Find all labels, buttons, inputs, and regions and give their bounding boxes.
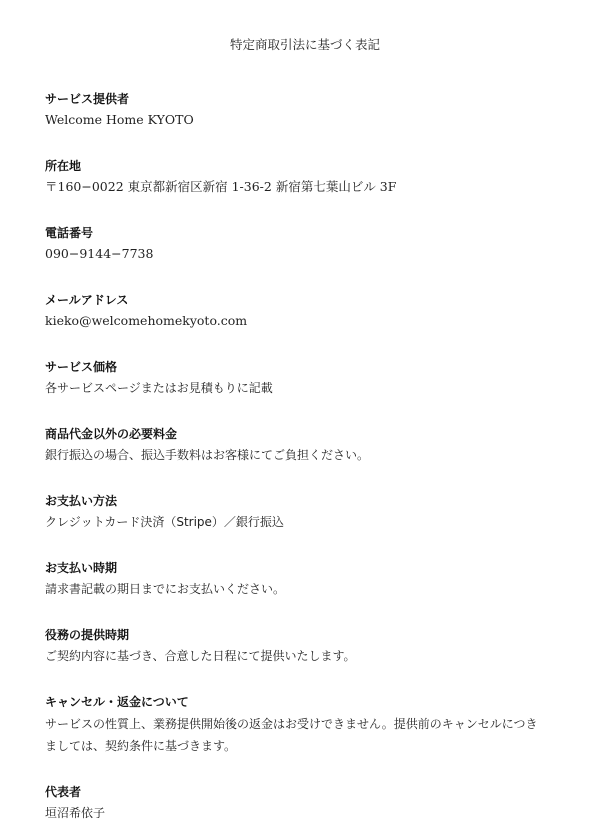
- section-value: 〒160−0022 東京都新宿区新宿 1-36-2 新宿第七葉山ビル 3F: [45, 179, 397, 194]
- section-additional-fees: [45, 425, 565, 465]
- section-value: Welcome Home KYOTO: [45, 112, 194, 127]
- section-label: 商品代金以外の必要料金: [45, 427, 178, 441]
- section-label: 代表者: [45, 785, 82, 799]
- section-value: kieko@welcomehomekyoto.com: [45, 313, 248, 328]
- section-email: [45, 291, 565, 331]
- section-payment-timing: [45, 559, 565, 599]
- section-service-provider: [45, 90, 565, 130]
- section-value: 請求書記載の期日までにお支払いください。: [45, 582, 286, 596]
- section-service-price: [45, 358, 565, 398]
- section-value: ご契約内容に基づき、合意した日程にて提供いたします。: [45, 649, 356, 663]
- section-value: 銀行振込の場合、振込手数料はお客様にてご負担ください。: [45, 448, 370, 462]
- section-value: 垣沼希依子: [45, 806, 106, 820]
- section-label: キャンセル・返金について: [45, 695, 189, 709]
- section-value: 090−9144−7738: [45, 246, 154, 261]
- section-label: お支払い方法: [45, 494, 118, 508]
- section-value: 各サービスページまたはお見積もりに記載: [45, 381, 273, 395]
- section-address: [45, 157, 565, 197]
- section-label: 所在地: [45, 159, 82, 173]
- section-cancellation-refund: [45, 693, 565, 757]
- section-payment-method: [45, 492, 565, 532]
- section-label: お支払い時期: [45, 561, 118, 575]
- section-service-delivery: [45, 626, 565, 666]
- section-label: 電話番号: [45, 226, 94, 240]
- section-label: 役務の提供時期: [45, 628, 130, 642]
- section-label: メールアドレス: [45, 293, 129, 307]
- section-value: クレジットカード決済（Stripe）／銀行振込: [45, 515, 284, 529]
- section-label: サービス価格: [45, 360, 118, 374]
- section-representative: [45, 783, 565, 823]
- section-value: サービスの性質上、業務提供開始後の返金はお受けできません。提供前のキャンセルにつきましては、契約条件に基づきます。: [45, 717, 538, 753]
- page-title: 特定商取引法に基づく表記: [229, 37, 380, 52]
- section-phone: [45, 224, 565, 264]
- section-label: サービス提供者: [45, 92, 130, 106]
